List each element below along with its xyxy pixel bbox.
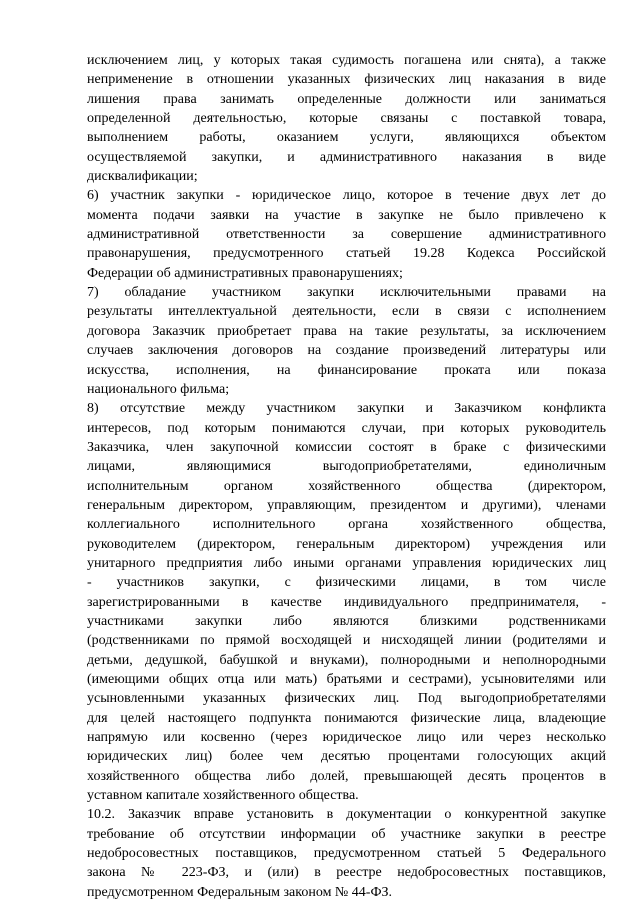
text-line: 6) участник закупки - юридическое лицо, которое в течение двух лет до (87, 188, 606, 204)
text-line: исключением лиц, у которых такая судимость погашена или снята), а также (87, 53, 606, 68)
text-line: юридических лиц) более чем десятью процентами голосующих акций (87, 749, 606, 765)
text-line: зарегистрированными в качестве индивидуального предпринимателя, - (87, 594, 606, 610)
text-line: предусмотренном Федеральным законом № 44-ФЗ. (87, 884, 393, 900)
text-line: усыновленными указанных физических лиц. Под выгодоприобретателями (87, 691, 606, 707)
text-line: требование об отсутствии информации об участнике закупки в реестре (87, 826, 606, 842)
text-line: национального фильма; (87, 381, 230, 397)
text-line: исполнительным органом хозяйственного общества (директором, (87, 478, 606, 494)
text-line: унитарного предприятия либо иными органами управления юридических лиц (87, 555, 606, 571)
text-line: искусства, исполнения, на финансирование проката или показа (87, 362, 606, 378)
text-line: осуществляемой закупки, и административного наказания в виде (87, 149, 606, 165)
text-line: детьми, дедушкой, бабушкой и внуками), полнородными и неполнородными (87, 652, 606, 668)
text-line: (родственниками по прямой восходящей и нисходящей линии (родителями и (87, 633, 606, 649)
text-line: правонарушения, предусмотренного статьей 19.28 Кодекса Российской (87, 246, 606, 262)
text-line: напрямую или косвенно (через юридическое лицо или через несколько (87, 730, 606, 746)
text-line: для целей настоящего подпункта понимаются физические лица, владеющие (87, 710, 606, 726)
text-line: 7) обладание участником закупки исключительными правами на (87, 285, 606, 301)
text-line: уставном капитале хозяйственного общества. (87, 788, 359, 804)
text-line: генеральным директором, управляющим, президентом и другими), членами (87, 497, 606, 513)
text-line: 8) отсутствие между участником закупки и Заказчиком конфликта (87, 401, 606, 417)
text-line: выполнением работы, оказанием услуги, являющихся объектом (87, 130, 606, 146)
text-line: руководителем (директором, генеральным директором) учреждения или (87, 536, 606, 552)
text-line: случаев заключения договоров на создание произведений литературы или (87, 343, 606, 359)
text-line: момента подачи заявки на участие в закупке не было привлечено к (87, 207, 606, 223)
text-line: определенной деятельностью, которые связаны с поставкой товара, (87, 111, 606, 127)
text-line: лицами, являющимися выгодоприобретателями, единоличным (87, 459, 606, 475)
text-line: коллегиального исполнительного органа хозяйственного общества, (87, 517, 606, 533)
text-line: (имеющими общих отца или мать) братьями и сестрами), усыновителями или (87, 672, 606, 687)
text-line: закона № 223-ФЗ, и (или) в реестре недобросовестных поставщиков, (87, 865, 606, 881)
text-line: 10.2. Заказчик вправе установить в документации о конкурентной закупке (87, 807, 606, 823)
text-line: неприменение в отношении указанных физических лиц наказания в виде (87, 72, 606, 88)
text-line: хозяйственного общества либо долей, превышающей десять процентов в (87, 768, 606, 784)
text-line: дисквалификации; (87, 169, 198, 185)
text-line: недобросовестных поставщиков, предусмотренном статьей 5 Федерального (87, 846, 606, 862)
text-line: лишения права занимать определенные должности или заниматься (87, 91, 606, 107)
document-body (87, 51, 606, 902)
text-line: административной ответственности за совершение административного (87, 227, 606, 243)
text-line: - участников закупки, с физическими лицами, в том числе (87, 575, 606, 591)
text-line: интересов, под которым понимаются случаи, при которых руководитель (87, 420, 606, 436)
text-line: результаты интеллектуальной деятельности, если в связи с исполнением (87, 304, 606, 320)
text-line: участниками закупки либо являются близкими родственниками (87, 613, 606, 629)
text-line: договора Заказчик приобретает права на такие результаты, за исключением (87, 323, 606, 339)
text-line: Заказчика, член закупочной комиссии состоят в браке с физическими (87, 439, 606, 455)
text-line: Федерации об административных правонарушениях; (87, 265, 403, 281)
